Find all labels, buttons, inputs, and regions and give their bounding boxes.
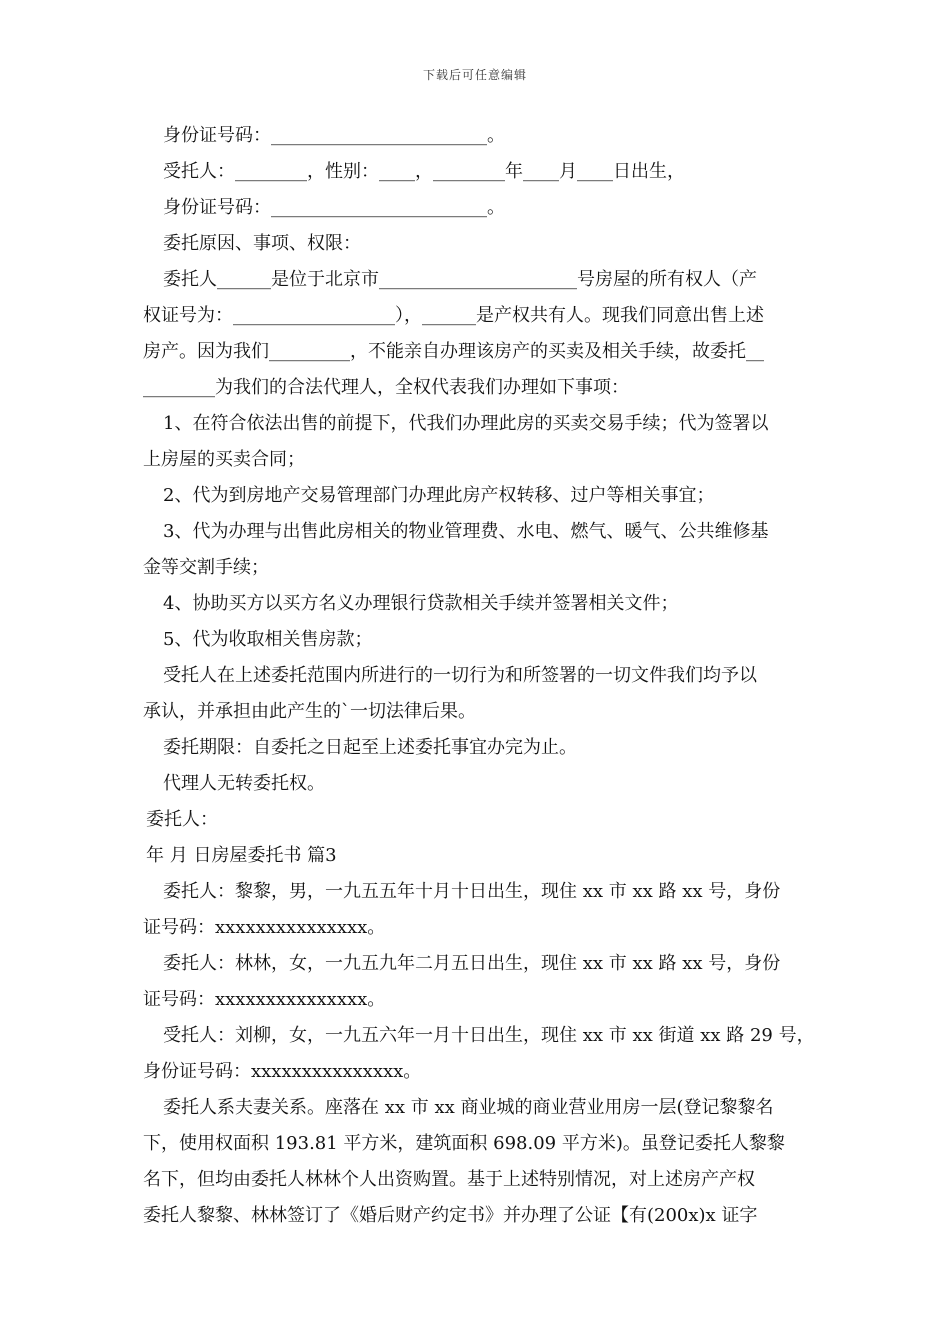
doc-line: 委托人______是位于北京市______________________号房屋的所有权人（产 [163, 269, 757, 290]
doc-line: 2、代为到房地产交易管理部门办理此房产权转移、过户等相关事宜； [163, 485, 715, 506]
doc-line: 上房屋的买卖合同； [143, 449, 305, 470]
doc-line: 证号码：xxxxxxxxxxxxxxx。 [143, 917, 386, 938]
doc-line: 证号码：xxxxxxxxxxxxxxx。 [143, 989, 386, 1010]
doc-line: 身份证号码：________________________。 [163, 125, 505, 146]
doc-line: 下，使用权面积 193.81 平方米，建筑面积 698.09 平方米)。虽登记委托人黎黎 [143, 1133, 785, 1154]
doc-line: 承认，并承担由此产生的`一切法律后果。 [143, 701, 476, 722]
doc-line: 名下，但均由委托人林林个人出资购置。基于上述特别情况，对上述房产产权 [143, 1169, 755, 1190]
doc-line: 身份证号码：________________________。 [163, 197, 505, 218]
doc-line: 身份证号码：xxxxxxxxxxxxxxx。 [143, 1061, 422, 1082]
doc-line: 委托人：黎黎，男，一九五五年十月十日出生，现住 xx 市 xx 路 xx 号，身份 [163, 881, 781, 902]
document-body [143, 118, 815, 1234]
doc-line: 委托原因、事项、权限： [163, 233, 361, 254]
doc-line: 委托人系夫妻关系。座落在 xx 市 xx 商业城的商业营业用房一层(登记黎黎名 [163, 1097, 774, 1118]
doc-line: 3、代为办理与出售此房相关的物业管理费、水电、燃气、暖气、公共维修基 [163, 521, 769, 542]
doc-line: 1、在符合依法出售的前提下，代我们办理此房的买卖交易手续；代为签署以 [163, 413, 769, 434]
doc-line: 受托人：刘柳，女，一九五六年一月十日出生，现住 xx 市 xx 街道 xx 路 29 号， [163, 1025, 815, 1046]
doc-line: 4、协助买方以买方名义办理银行贷款相关手续并签署相关文件； [163, 593, 679, 614]
doc-line: 委托人：林林，女，一九五九年二月五日出生，现住 xx 市 xx 路 xx 号，身份 [163, 953, 781, 974]
doc-line: ________为我们的合法代理人，全权代表我们办理如下事项： [143, 377, 629, 398]
page-header-note: 下载后可任意编辑 [422, 68, 527, 82]
doc-line: 受托人：________，性别：____，________年____月____日出生， [163, 161, 685, 182]
doc-line: 金等交割手续； [143, 557, 269, 578]
doc-line: 委托人： [146, 809, 218, 830]
doc-line: 代理人无转委托权。 [163, 773, 325, 794]
doc-line: 权证号为：__________________），______是产权共有人。现我们同意出售上述 [143, 305, 764, 326]
doc-line: 委托人黎黎、林林签订了《婚后财产约定书》并办理了公证【有(200x)x 证字 [143, 1205, 758, 1226]
section-heading: 年 月 日房屋委托书 篇3 [146, 845, 337, 866]
doc-line: 受托人在上述委托范围内所进行的一切行为和所签署的一切文件我们均予以 [163, 665, 757, 686]
doc-line: 房产。因为我们_________，不能亲自办理该房产的买卖及相关手续，故委托__ [143, 341, 764, 362]
doc-line: 委托期限：自委托之日起至上述委托事宜办完为止。 [163, 737, 577, 758]
doc-line: 5、代为收取相关售房款； [163, 629, 373, 650]
